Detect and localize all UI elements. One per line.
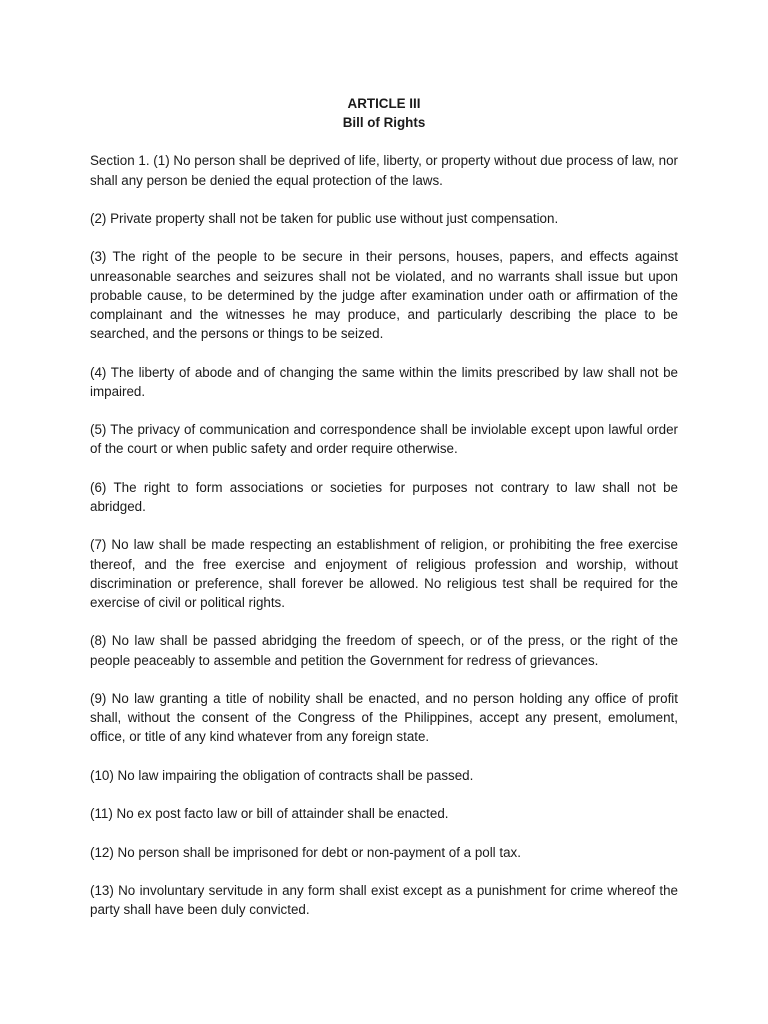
paragraph-3: (3) The right of the people to be secure in their persons, houses, papers, and effects against unreasonable searches and seizures shall not be violated, and no warrants shall issue but upon probable cause, to be determined by the judge after examination under oath or affirmation of the complainant and the witnesses he may produce, and particularly describing the place to be searched, and the persons or things to be seized.	[90, 249, 678, 342]
paragraph-12: (12) No person shall be imprisoned for debt or non-payment of a poll tax.	[90, 844, 521, 860]
paragraph-8: (8) No law shall be passed abridging the freedom of speech, or of the press, or the right of the people peaceably to assemble and petition the Government for redress of grievances.	[90, 633, 678, 668]
paragraph-13: (13) No involuntary servitude in any form shall exist except as a punishment for crime whereof the party shall have been duly convicted.	[90, 882, 678, 918]
section-1-paragraph: Section 1. (1) No person shall be deprived of life, liberty, or property without due process of law, nor shall any person be denied the equal protection of the laws.	[90, 153, 678, 188]
paragraph-4: (4) The liberty of abode and of changing the same within the limits prescribed by law shall not be impaired.	[90, 364, 678, 399]
paragraph-5: (5) The privacy of communication and correspondence shall be inviolable except upon lawful order of the court or when public safety and order require otherwise.	[90, 422, 678, 457]
paragraph-10: (10) No law impairing the obligation of contracts shall be passed.	[90, 767, 474, 783]
paragraph-2: (2) Private property shall not be taken for public use without just compensation.	[90, 211, 559, 226]
paragraph-7: (7) No law shall be made respecting an establishment of religion, or prohibiting the free exercise thereof, and the free exercise and enjoyment of religious profession and worship, without discrimination or preference, shall forever be allowed. No religious test shall be required for the exercise of civil or political rights.	[90, 537, 678, 610]
paragraph-6: (6) The right to form associations or societies for purposes not contrary to law shall not be abridged.	[90, 479, 678, 514]
paragraph-11: (11) No ex post facto law or bill of attainder shall be enacted.	[90, 806, 449, 822]
article-heading: ARTICLE III	[347, 96, 421, 111]
article-title: Bill of Rights	[342, 115, 426, 131]
paragraph-9: (9) No law granting a title of nobility shall be enacted, and no person holding any office of profit shall, without the consent of the Congress of the Philippines, accept any present, emolument, office, or title of any kind whatever from any foreign state.	[90, 690, 678, 745]
document-heading	[90, 94, 678, 132]
